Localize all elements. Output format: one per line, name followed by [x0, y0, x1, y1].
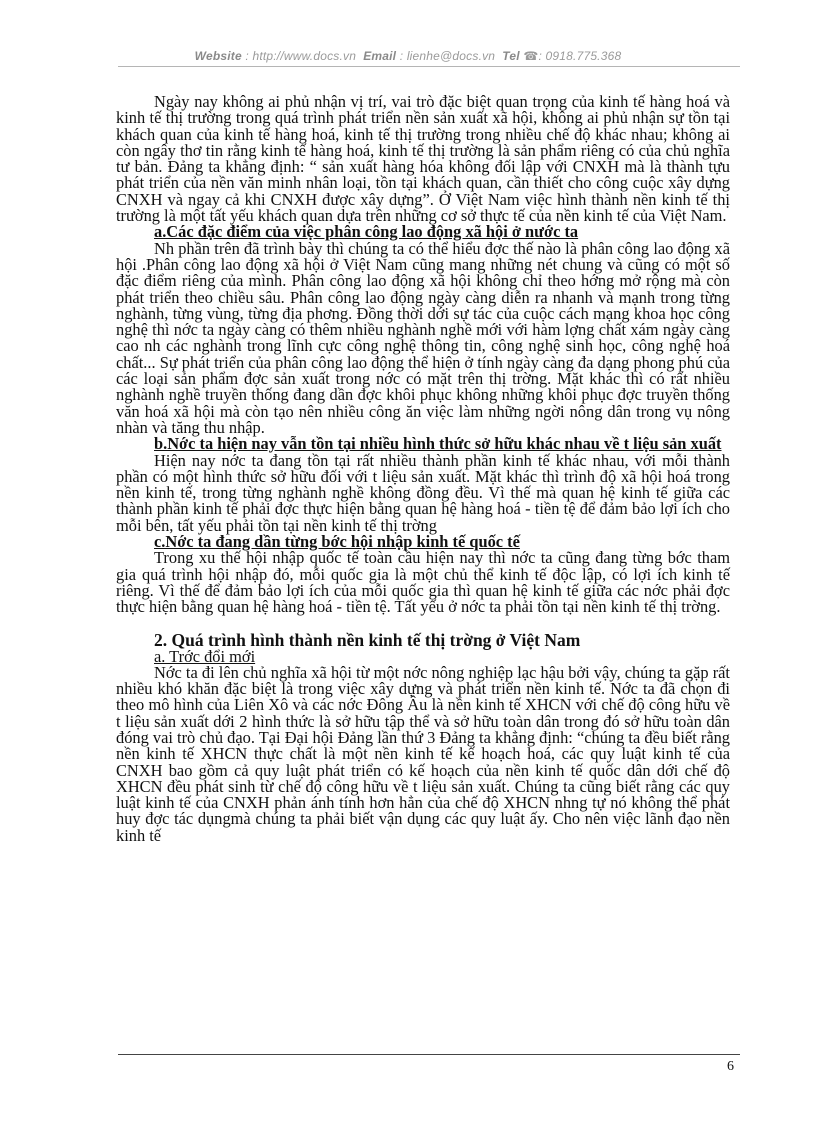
- paragraph-before-renovation: Nớc ta đi lên chủ nghĩa xã hội từ một nớc nông nghiệp lạc hậu bởi vậy, chúng ta gặp rất nhiều khó khăn đặc biệt là trong việc xây dựng và phát triển nền kinh tế. Nớc ta đã chọn đi theo mô hình của Liên Xô và các nớc Đông Âu là nền kinh tế XHCN với chế độ công hữu về t liệu sản xuất dới 2 hình thức là sở hữu tập thể và sở hữu toàn dân trong đó sở hữu toàn dân đóng vai trò chủ đạo. Tại Đại hội Đảng lần thứ 3 Đảng ta khẳng định: “chúng ta đều biết rằng nền kinh tế XHCN thực chất là một nền kinh tế kế hoạch hoá, các quy luật kinh tế của CNXH bao gồm cả quy luật phát triển có kế hoạch của nền kinh tế quốc dân dới chế độ XHCN đều phát sinh từ chế độ công hữu về t liệu sản xuất. Chúng ta cũng biết rằng các quy luật kinh tế của CNXH phản ánh tính hơn hẳn của chế độ XHCN nhng tự nó không thể phát huy đợc tác dụngmà chúng ta phải biết vận dụng các quy luật ấy. Cho nên việc lãnh đạo nền kinh tế: [116, 662, 730, 845]
- website-value: : http://www.docs.vn: [245, 49, 357, 63]
- paragraph-intro: Ngày nay không ai phủ nhận vị trí, vai trò đặc biệt quan trọng của kinh tế hàng hoá và kinh tế thị trường trong quá trình phát triển nền sản xuất xã hội, không ai phủ nhận sự tồn tại khách quan của kinh tế hàng hoá, kinh tế thị trường trong nhiều chế độ khác nhau; không ai còn ngây thơ tin rằng kinh tế hàng hoá, kinh tế thị trường là sản phẩm riêng có của chủ nghĩa tư bản. Đảng ta khẳng định: “ sản xuất hàng hóa không đối lập với CNXH mà là thành tựu phát triển của nền văn minh nhân loại, tồn tại khách quan, cần thiết cho công cuộc xây dựng CNXH và ngay cả khi CNXH được xây dựng”. Ở Việt Nam việc hình thành nền kinh tế thị trường là một tất yếu khách quan dựa trên những cơ sở thực tế của nền kinh tế của Việt Nam.: [116, 92, 730, 226]
- tel-label: Tel: [502, 49, 520, 63]
- paragraph-division-of-labor: Nh phần trên đã trình bày thì chúng ta có thể hiểu đợc thế nào là phân công lao động xã hội .Phân công lao động xã hội ở Việt Nam cũng mang những nét chung và cũng có một số đặc điểm riêng của mình. Phân công lao động xã hội không chỉ theo hớng mở rộng mà còn phát triển theo chiều sâu. Phân công lao động ngày càng diễn ra nhanh và mạnh trong từng nghành, từng vùng, từng địa phơng. Đồng thời dới sự tác của cuộc cách mạng khoa học công nghệ thì nớc ta ngày càng có thêm nhiều nghành nghề mới với hàm lợng chất xám ngày càng cao nh các nghành trong lĩnh cực công nghệ thông tin, công nghệ sinh học, công nghệ hoá chất... Sự phát triển của phân công lao động thể hiện ở tính ngày càng đa dạng phong phú của các loại sản phẩm đợc sản xuất trong nớc có mặt trên thị trờng. Mặt khác thì có rất nhiều nghành nghề truyền thống đang dần đợc khôi phục không những khôi phục đợc truyền thống văn hoá xã hội mà còn tạo nên nhiều công ăn việc làm những ngời nông dân trong vụ nông nhàn và tăng thu nhập.: [116, 238, 730, 437]
- page-header: [0, 49, 816, 63]
- heading-a: a.Các đặc điểm của việc phân công lao động xã hội ở nước ta: [154, 222, 579, 242]
- email-label: Email: [363, 49, 397, 63]
- heading-b: b.Nớc ta hiện nay vẫn tồn tại nhiều hình thức sở hữu khác nhau về t liệu sản xuất: [154, 434, 722, 454]
- phone-icon: ☎: [523, 49, 539, 63]
- subheading-before-renovation: a. Trớc đổi mới: [154, 646, 256, 666]
- tel-value: : 0918.775.368: [538, 49, 622, 63]
- website-label: Website: [194, 49, 242, 63]
- footer-divider: [118, 1054, 740, 1055]
- header-divider: [118, 66, 740, 67]
- email-value: : lienhe@docs.vn: [399, 49, 496, 63]
- page-number: 6: [727, 1059, 734, 1074]
- section-2-heading: 2. Quá trình hình thành nền kinh tế thị trờng ở Việt Nam: [154, 629, 581, 650]
- document-body: [116, 94, 730, 844]
- paragraph-integration: Trong xu thế hội nhập quốc tế toàn cầu hiện nay thì nớc ta cũng đang từng bớc tham gia quá trình hội nhập đó, mỗi quốc gia là một chủ thể kinh tế độc lập, có lợi ích kinh tế riêng. Vì thế để đảm bảo lợi ích của mỗi quốc gia thì quan hệ kinh tế giữa các nớc phải đợc thực hiện bằng quan hệ hàng hoá - tiền tệ. Tất yếu ở nớc ta phải tồn tại nền kinh tế thị trờng.: [116, 548, 730, 617]
- heading-c: c.Nớc ta đang dần từng bớc hội nhập kinh tế quốc tế: [154, 532, 520, 552]
- paragraph-ownership: Hiện nay nớc ta đang tồn tại rất nhiều thành phần kinh tế khác nhau, với mỗi thành phần có một hình thức sở hữu đối với t liệu sản xuất. Mặt khác thì trình độ xã hội hoá trong nền kinh tế, trong từng nghành nghề không đồng đều. Vì thế mà quan hệ kinh tế giữa các thành phần kinh tế phải đợc thực hiện bằng quan hệ hàng hoá - tiền tệ để đảm bảo lợi ích cho mỗi bên, tất yếu phải tồn tại nền kinh tế thị trờng: [116, 450, 730, 535]
